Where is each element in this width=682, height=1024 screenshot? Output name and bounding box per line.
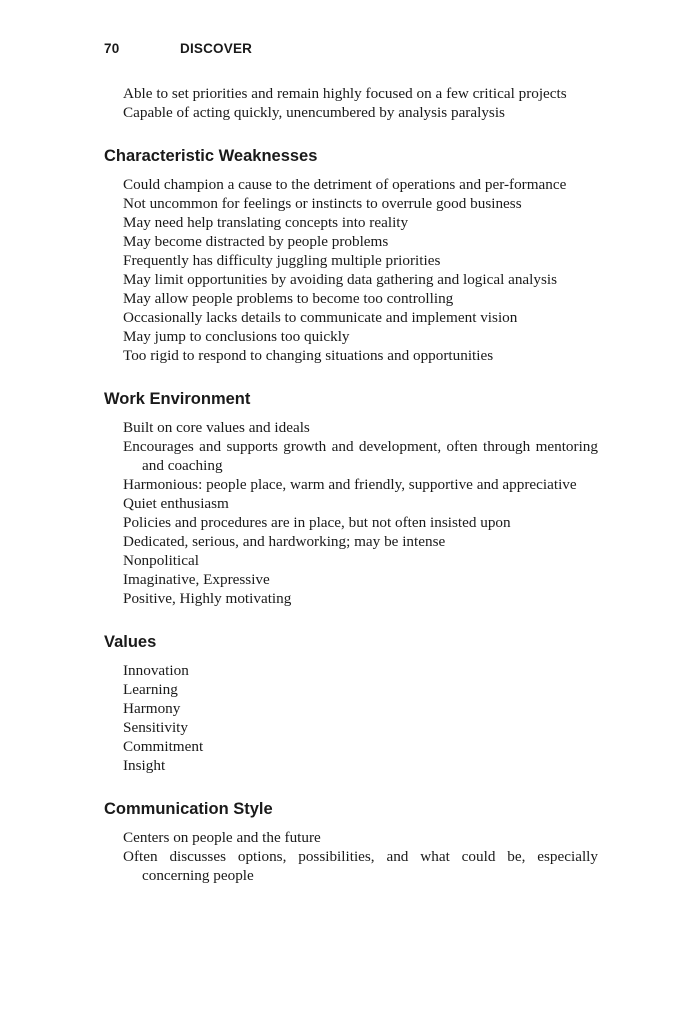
section-heading-values: Values <box>104 633 157 651</box>
list-item: May allow people problems to become too controlling <box>123 290 454 307</box>
list-item: Centers on people and the future <box>123 829 321 846</box>
list-item: Harmony <box>123 700 181 717</box>
section-heading-weaknesses: Characteristic Weaknesses <box>104 147 318 165</box>
list-item: Harmonious: people place, warm and friendly, supportive and appreciative <box>123 476 577 493</box>
list-item: May need help translating concepts into reality <box>123 214 409 231</box>
list-item: Could champion a cause to the detriment of operations and per-formance <box>123 176 567 193</box>
list-item: Encourages and supports growth and development, often through mentoring and coaching <box>123 438 598 474</box>
section-heading-work-environment: Work Environment <box>104 390 251 408</box>
list-item: Often discusses options, possibilities, and what could be, especially concerning people <box>123 848 598 884</box>
page-number: 70 <box>104 41 120 56</box>
section-heading-communication-style: Communication Style <box>104 800 273 818</box>
list-item: Innovation <box>123 662 189 679</box>
list-item: Learning <box>123 681 178 698</box>
list-item: Sensitivity <box>123 719 188 736</box>
list-item: Nonpolitical <box>123 552 199 569</box>
list-item: Built on core values and ideals <box>123 419 310 436</box>
weaknesses-list <box>104 175 598 365</box>
running-title: DISCOVER <box>180 41 253 56</box>
work-environment-list <box>104 418 598 608</box>
list-item: May become distracted by people problems <box>123 233 389 250</box>
list-item: Too rigid to respond to changing situations and opportunities <box>123 347 494 364</box>
list-item: Capable of acting quickly, unencumbered by analysis paralysis <box>123 104 505 121</box>
list-item: Able to set priorities and remain highly focused on a few critical projects <box>123 85 567 102</box>
list-item: May jump to conclusions too quickly <box>123 328 350 345</box>
intro-list <box>104 84 598 122</box>
list-item: Dedicated, serious, and hardworking; may be intense <box>123 533 446 550</box>
list-item: Quiet enthusiasm <box>123 495 229 512</box>
list-item: Frequently has difficulty juggling multiple priorities <box>123 252 441 269</box>
page-content <box>104 84 598 885</box>
list-item: Commitment <box>123 738 204 755</box>
list-item: Not uncommon for feelings or instincts to overrule good business <box>123 195 522 212</box>
list-item: Policies and procedures are in place, but not often insisted upon <box>123 514 511 531</box>
running-head <box>104 41 252 56</box>
communication-style-list <box>104 828 598 885</box>
list-item: May limit opportunities by avoiding data gathering and logical analysis <box>123 271 558 288</box>
list-item: Positive, Highly motivating <box>123 590 292 607</box>
values-list <box>104 661 598 775</box>
list-item: Occasionally lacks details to communicate and implement vision <box>123 309 518 326</box>
list-item: Insight <box>123 757 166 774</box>
list-item: Imaginative, Expressive <box>123 571 270 588</box>
